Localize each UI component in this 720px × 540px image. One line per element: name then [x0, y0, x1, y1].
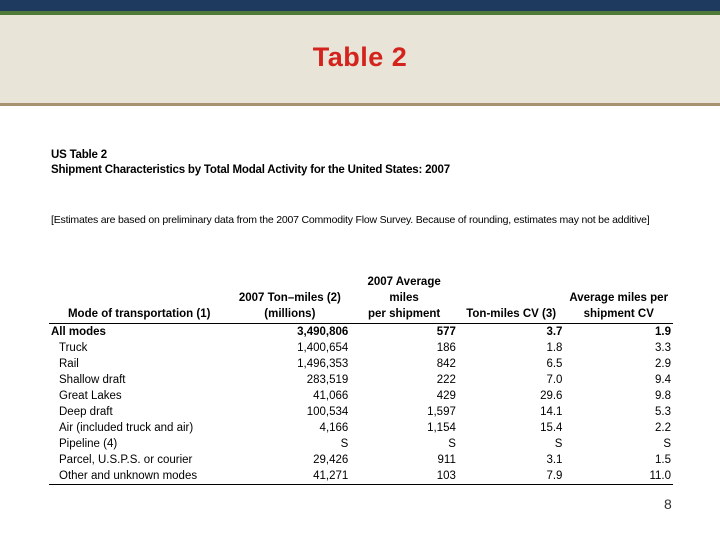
table-note: [Estimates are based on preliminary data from the 2007 Commodity Flow Survey. Because of rounding, estimates may not be additive]: [51, 214, 650, 226]
mode-label: Other and unknown modes: [59, 470, 198, 482]
column-header-line: shipment CV: [583, 308, 654, 320]
column-header-line: (millions): [264, 308, 316, 320]
column-header-line: 2007 Average miles: [367, 276, 441, 304]
page-number: 8: [664, 496, 672, 512]
data-table: [49, 274, 673, 485]
table-cell: 29.6: [540, 390, 563, 402]
column-header-line: 2007 Ton–miles (2): [238, 292, 341, 304]
table-cell: 41,066: [313, 390, 349, 402]
table-cell: 3,490,806: [297, 326, 349, 338]
column-header-line: per shipment: [367, 308, 441, 320]
table-cell: 1,400,654: [297, 342, 349, 354]
table-cell: 222: [436, 374, 456, 386]
table-id: US Table 2: [51, 149, 107, 161]
table-cell: 4,166: [319, 422, 349, 434]
table-cell: 1,154: [427, 422, 456, 434]
column-header-line: Average miles per: [569, 292, 669, 304]
table-row: [49, 468, 673, 485]
table-row: [49, 420, 673, 436]
table-cell: 1.8: [546, 342, 563, 354]
table-cell: S: [448, 438, 456, 450]
table-cell: 29,426: [313, 454, 349, 466]
table-cell: 100,534: [306, 406, 349, 418]
table-row: [49, 372, 673, 388]
table-row: [49, 324, 673, 341]
mode-label: All modes: [51, 326, 106, 338]
column-header-line: Mode of transportation (1): [67, 308, 211, 320]
table-body: [49, 324, 673, 485]
table-cell: 429: [436, 390, 456, 402]
table-cell: 842: [436, 358, 456, 370]
table-cell: 186: [436, 342, 456, 354]
mode-label: Air (included truck and air): [59, 422, 194, 434]
column-header: [229, 274, 350, 324]
column-header: [49, 274, 229, 324]
table-cell: 15.4: [540, 422, 563, 434]
mode-label: Deep draft: [59, 406, 113, 418]
table-cell: 2.2: [655, 422, 671, 434]
table-cell: 9.4: [655, 374, 671, 386]
table-cell: 5.3: [655, 406, 671, 418]
table-row: [49, 436, 673, 452]
table-cell: 3.3: [655, 342, 671, 354]
mode-label: Rail: [59, 358, 79, 370]
table-cell: 2.9: [655, 358, 671, 370]
header-row: [49, 274, 673, 324]
column-header-line: Ton-miles CV (3): [466, 308, 557, 320]
table-cell: 103: [436, 470, 456, 482]
mode-label: Pipeline (4): [59, 438, 118, 450]
table-row: [49, 356, 673, 372]
table-cell: S: [340, 438, 349, 450]
table-cell: 3.7: [546, 326, 563, 338]
table-cell: 1,597: [427, 406, 456, 418]
table-cell: 41,271: [313, 470, 349, 482]
column-header: [458, 274, 565, 324]
mode-label: Shallow draft: [59, 374, 126, 386]
table-cell: 3.1: [546, 454, 563, 466]
table-cell: 1.9: [655, 326, 671, 338]
table-cell: 9.8: [655, 390, 671, 402]
table-cell: 6.5: [546, 358, 563, 370]
table-cell: 7.9: [546, 470, 563, 482]
mode-label: Parcel, U.S.P.S. or courier: [59, 454, 193, 466]
table-row: [49, 404, 673, 420]
mode-label: Great Lakes: [59, 390, 122, 402]
column-header: [350, 274, 458, 324]
table-cell: S: [663, 438, 671, 450]
mode-label: Truck: [59, 342, 88, 354]
table-cell: 283,519: [306, 374, 349, 386]
table-cell: 1,496,353: [297, 358, 349, 370]
table-cell: 14.1: [540, 406, 563, 418]
top-bar: [0, 0, 720, 11]
table-caption: Shipment Characteristics by Total Modal Activity for the United States: 2007: [51, 164, 450, 176]
column-header: [564, 274, 673, 324]
table-cell: 911: [437, 454, 456, 466]
table-row: [49, 452, 673, 468]
table-cell: 11.0: [649, 470, 671, 482]
table-cell: 7.0: [546, 374, 563, 386]
table-cell: S: [554, 438, 563, 450]
table-cell: 577: [436, 326, 456, 338]
table-cell: 1.5: [655, 454, 671, 466]
slide-title: Table 2: [312, 42, 408, 72]
table-row: [49, 388, 673, 404]
table-row: [49, 340, 673, 356]
